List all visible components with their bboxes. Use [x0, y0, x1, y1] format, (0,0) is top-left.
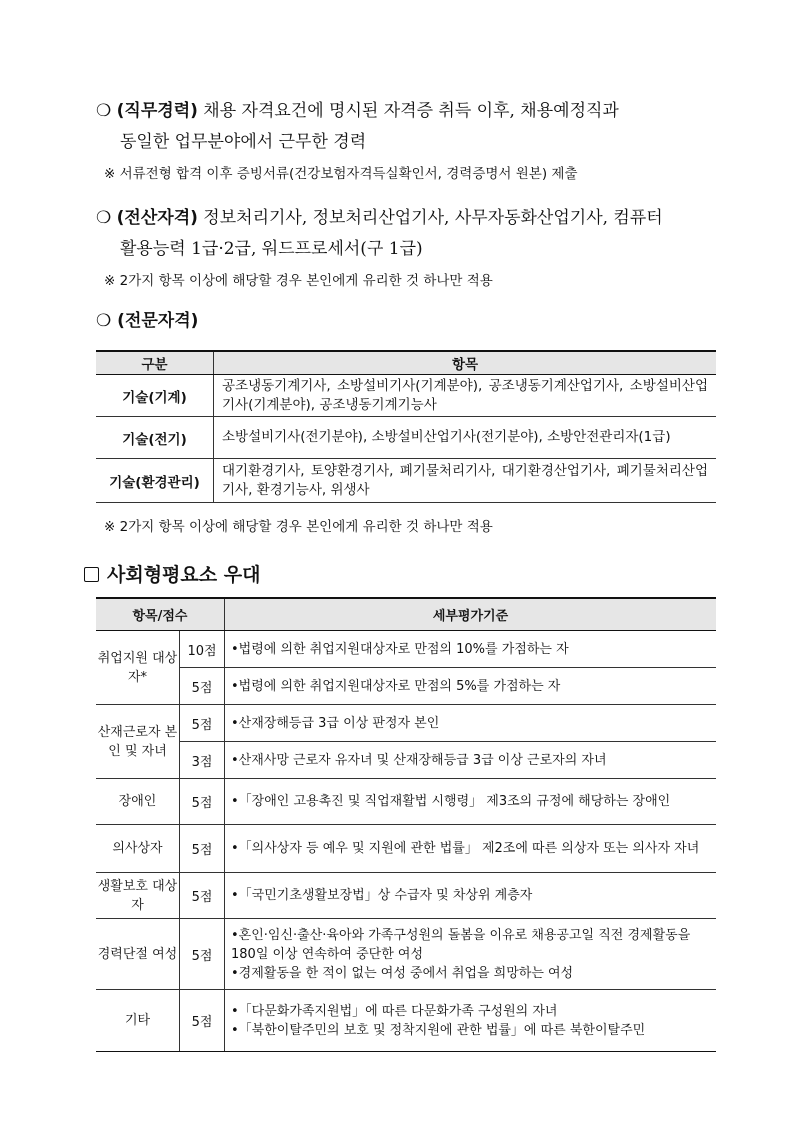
category-cell: 산재근로자 본인 및 자녀 [96, 705, 180, 779]
computer-heading: (전산자격) [116, 208, 198, 228]
career-heading: (직무경력) [116, 101, 198, 121]
column-header: 항목/점수 [96, 598, 225, 631]
criteria-cell [225, 742, 717, 779]
criteria-cell [225, 705, 717, 742]
circle-bullet-icon: ❍ [96, 208, 112, 228]
table-header-row [96, 351, 716, 375]
computer-text-line2: 활용능력 1급·2급, 워드프로세서(구 1급) [120, 239, 423, 259]
category-cell: 경력단절 여성 [96, 919, 180, 990]
career-text-line1: 채용 자격요건에 명시된 자격증 취득 이후, 채용예정직과 [203, 101, 619, 121]
criteria-line: •법령에 의한 취업지원대상자로 만점의 5%를 가점하는 자 [231, 678, 561, 694]
circle-bullet-icon: ❍ [96, 101, 112, 121]
computer-text-line1: 정보처리기사, 정보처리산업기사, 사무자동화산업기사, 컴퓨터 [203, 208, 663, 228]
social-section-title: 사회형평요소 우대 [84, 560, 260, 587]
score-cell: 5점 [180, 825, 225, 873]
criteria-cell [225, 919, 717, 990]
category-cell: 생활보호 대상자 [96, 873, 180, 919]
table-row [96, 919, 716, 990]
table-row [96, 375, 716, 417]
square-bullet-icon [84, 567, 99, 582]
score-cell: 5점 [180, 919, 225, 990]
professional-heading: ❍ (전문자격) [96, 311, 199, 331]
score-cell: 10점 [180, 631, 225, 668]
social-table [96, 597, 716, 1052]
criteria-line: •「북한이탈주민의 보호 및 정착지원에 관한 법률」에 따른 북한이탈주민 [231, 1022, 646, 1038]
table-row [96, 779, 716, 825]
table-row [96, 668, 716, 705]
criteria-line: •「국민기초생활보장법」상 수급자 및 차상위 계층자 [231, 888, 533, 903]
criteria-line: •산재사망 근로자 유자녀 및 산재장해등급 3급 이상 근로자의 자녀 [231, 752, 607, 768]
table-row [96, 705, 716, 742]
items-cell: 소방설비기사(전기분야), 소방설비산업기사(전기분야), 소방안전관리자(1급) [214, 417, 717, 459]
criteria-line: •「장애인 고용촉진 및 직업재활법 시행령」 제3조의 규정에 해당하는 장애인 [231, 794, 671, 809]
criteria-line: •「다문화가족지원법」에 따른 다문화가족 구성원의 자녀 [231, 1003, 558, 1019]
score-cell: 5점 [180, 873, 225, 919]
computer-note: ※ 2가지 항목 이상에 해당할 경우 본인에게 유리한 것 하나만 적용 [104, 273, 493, 289]
table-header-row [96, 598, 716, 631]
criteria-line: •법령에 의한 취업지원대상자로 만점의 10%를 가점하는 자 [231, 641, 569, 657]
criteria-line: •경제활동을 한 적이 없는 여성 중에서 취업을 희망하는 여성 [231, 965, 574, 981]
professional-table [96, 350, 716, 503]
computer-paragraph [96, 203, 721, 265]
circle-bullet-icon: ❍ [96, 311, 112, 331]
category-cell: 기술(전기) [96, 417, 214, 459]
category-cell: 기술(환경관리) [96, 459, 214, 503]
column-header: 항목 [214, 351, 717, 375]
career-paragraph [96, 96, 721, 158]
category-cell: 기타 [96, 990, 180, 1052]
score-cell: 5점 [180, 779, 225, 825]
table-row [96, 742, 716, 779]
professional-note: ※ 2가지 항목 이상에 해당할 경우 본인에게 유리한 것 하나만 적용 [104, 519, 493, 535]
criteria-cell [225, 631, 717, 668]
table-row [96, 825, 716, 873]
criteria-cell [225, 779, 717, 825]
category-cell: 장애인 [96, 779, 180, 825]
category-cell: 의사상자 [96, 825, 180, 873]
items-cell: 대기환경기사, 토양환경기사, 폐기물처리기사, 대기환경산업기사, 폐기물처리산업기사, 환경기능사, 위생사 [214, 459, 717, 503]
criteria-cell [225, 825, 717, 873]
criteria-cell [225, 990, 717, 1052]
items-cell: 공조냉동기계기사, 소방설비기사(기계분야), 공조냉동기계산업기사, 소방설비산업기사(기계분야), 공조냉동기계기능사 [214, 375, 717, 417]
table-row [96, 417, 716, 459]
criteria-cell [225, 873, 717, 919]
score-cell: 3점 [180, 742, 225, 779]
category-cell: 취업지원 대상자* [96, 631, 180, 705]
table-row [96, 990, 716, 1052]
column-header: 구분 [96, 351, 214, 375]
category-cell: 기술(기계) [96, 375, 214, 417]
column-header: 세부평가기준 [225, 598, 717, 631]
career-note: ※ 서류전형 합격 이후 증빙서류(건강보험자격득실확인서, 경력증명서 원본) 제출 [104, 166, 578, 182]
score-cell: 5점 [180, 668, 225, 705]
criteria-line: •혼인·임신·출산·육아와 가족구성원의 돌봄을 이유로 채용공고일 직전 경제활동을 180일 이상 연속하여 중단한 여성 [231, 927, 691, 962]
criteria-line: •「의사상자 등 예우 및 지원에 관한 법률」 제2조에 따른 의상자 또는 의사자 자녀 [231, 841, 700, 856]
table-row [96, 631, 716, 668]
score-cell: 5점 [180, 705, 225, 742]
score-cell: 5점 [180, 990, 225, 1052]
table-row [96, 873, 716, 919]
criteria-line: •산재장해등급 3급 이상 판정자 본인 [231, 715, 440, 731]
career-text-line2: 동일한 업무분야에서 근무한 경력 [120, 132, 367, 152]
table-row [96, 459, 716, 503]
criteria-cell [225, 668, 717, 705]
